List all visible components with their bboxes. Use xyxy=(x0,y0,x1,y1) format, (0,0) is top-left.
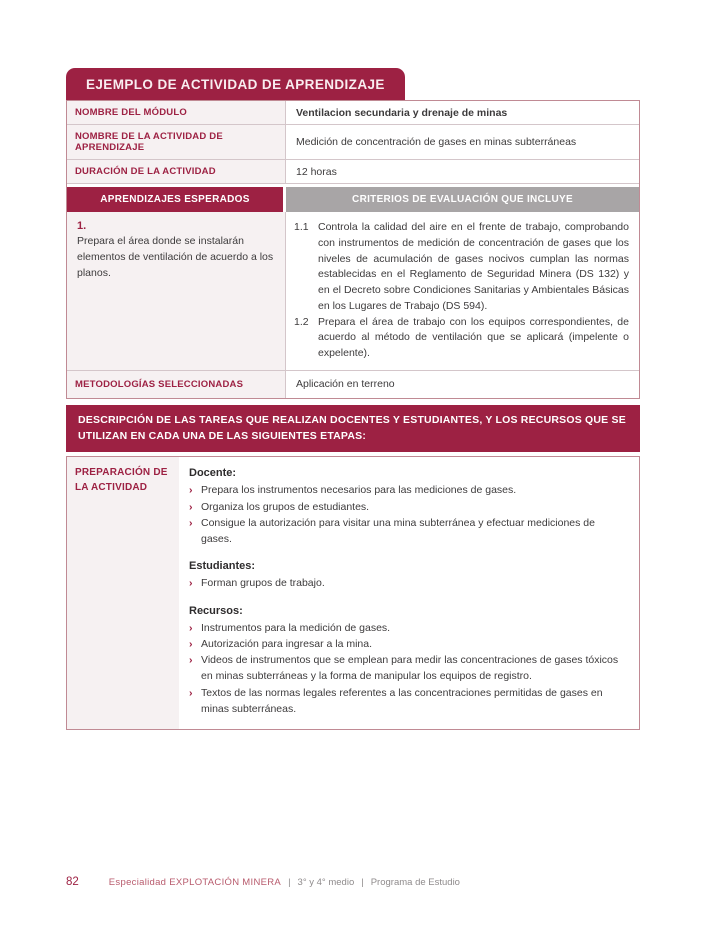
list-item-text: Textos de las normas legales referentes a las concentraciones permitidas de gases en minas subterráneas. xyxy=(201,686,603,715)
list-item-text: Videos de instrumentos que se emplean para medir las concentraciones de gases tóxicos en minas subterráneas y la forma de manipular los equipos de registro. xyxy=(201,654,619,683)
row-value-duracion: 12 horas xyxy=(286,160,639,183)
list-item xyxy=(189,652,623,685)
chevron-bullet-icon: › xyxy=(189,621,193,634)
aprendizaje-text: Prepara el área donde se instalarán elementos de ventilación de acuerdo a los planos. xyxy=(77,235,274,279)
etapa-label: PREPARACIÓN DE LA ACTIVIDAD xyxy=(67,457,179,729)
list-item-text: Autorización para ingresar a la mina. xyxy=(201,637,373,650)
bullet-list xyxy=(189,482,623,547)
footer-separator: | xyxy=(288,877,291,888)
chevron-bullet-icon: › xyxy=(189,500,193,513)
list-item-text: Instrumentos para la medición de gases. xyxy=(201,621,391,634)
list-item-text: Forman grupos de trabajo. xyxy=(201,577,325,590)
table-row xyxy=(67,101,639,125)
row-label-duracion: DURACIÓN DE LA ACTIVIDAD xyxy=(67,160,286,183)
criterios-cell xyxy=(286,212,639,370)
footer-program: Programa de Estudio xyxy=(370,877,460,888)
criterio-text: Controla la calidad del aire en el frente de trabajo, comprobando con instrumentos de medición de concentración de gases que los niveles de acumulación de gases nocivos cumplan las normas establecidas en el Reglamento de Seguridad Minera (DS 132) y en el Decreto sobre Condiciones Sanitarias y Ambientales Básicas en los Lugares de Trabajo (DS 594). xyxy=(318,221,629,312)
section-heading: Recursos: xyxy=(189,604,243,617)
aprendizaje-number: 1. xyxy=(77,220,87,232)
aprendizaje-cell xyxy=(67,212,286,370)
row-label-actividad: NOMBRE DE LA ACTIVIDAD DE APRENDIZAJE xyxy=(67,125,286,159)
footer-grade: 3° y 4° medio xyxy=(297,877,355,888)
list-item-text: Consigue la autorización para visitar una mina subterránea y efectuar mediciones de gases. xyxy=(201,516,595,546)
criterio-number: 1.1 xyxy=(294,221,309,233)
section-heading: Docente: xyxy=(189,467,237,480)
bullet-list xyxy=(189,620,623,718)
section-docente xyxy=(189,467,623,547)
list-item xyxy=(189,499,623,515)
etapa-content xyxy=(179,457,639,729)
list-item xyxy=(189,515,623,548)
list-item-text: Prepara los instrumentos necesarios para las mediciones de gases. xyxy=(201,484,517,497)
list-item xyxy=(189,575,623,591)
footer-separator: | xyxy=(361,877,364,888)
criterio-number: 1.2 xyxy=(294,315,309,328)
page-title: EJEMPLO DE ACTIVIDAD DE APRENDIZAJE xyxy=(66,68,405,100)
row-value-actividad: Medición de concentración de gases en minas subterráneas xyxy=(286,125,639,159)
list-item xyxy=(189,482,623,498)
section-heading: Estudiantes: xyxy=(189,560,256,573)
criterio-item xyxy=(294,220,629,315)
footer-specialty: Especialidad EXPLOTACIÓN MINERA xyxy=(108,877,282,888)
table-row xyxy=(67,125,639,160)
document-page xyxy=(66,68,640,730)
header-criterios: CRITERIOS DE EVALUACIÓN QUE INCLUYE xyxy=(286,187,639,212)
list-item xyxy=(189,636,623,652)
section-recursos xyxy=(189,605,623,718)
criterio-item xyxy=(294,315,629,362)
list-item xyxy=(189,620,623,636)
metodologias-value: Aplicación en terreno xyxy=(286,371,639,398)
metodologias-row xyxy=(67,371,639,398)
chevron-bullet-icon: › xyxy=(189,686,193,699)
preparacion-box xyxy=(66,456,640,730)
column-headers-row xyxy=(67,184,639,212)
table-row xyxy=(67,160,639,184)
metodologias-label: METODOLOGÍAS SELECCIONADAS xyxy=(67,371,286,398)
page-footer xyxy=(66,876,460,888)
description-banner: DESCRIPCIÓN DE LAS TAREAS QUE REALIZAN DOCENTES Y ESTUDIANTES, Y LOS RECURSOS QUE SE UTILIZAN EN CADA UNA DE LAS SIGUIENTES ETAPAS: xyxy=(66,405,640,453)
header-aprendizajes: APRENDIZAJES ESPERADOS xyxy=(67,187,286,212)
chevron-bullet-icon: › xyxy=(189,577,193,590)
chevron-bullet-icon: › xyxy=(189,484,193,497)
aprendizaje-criterios-row xyxy=(67,212,639,371)
row-value-modulo: Ventilacion secundaria y drenaje de minas xyxy=(286,101,639,124)
list-item xyxy=(189,685,623,718)
chevron-bullet-icon: › xyxy=(189,654,193,667)
list-item-text: Organiza los grupos de estudiantes. xyxy=(201,500,370,513)
section-estudiantes xyxy=(189,560,623,591)
activity-info-table xyxy=(66,100,640,399)
chevron-bullet-icon: › xyxy=(189,516,193,529)
bullet-list xyxy=(189,575,623,591)
page-number: 82 xyxy=(66,876,79,888)
chevron-bullet-icon: › xyxy=(189,637,193,650)
criterio-text: Prepara el área de trabajo con los equipos correspondientes, de acuerdo al método de ventilación que se aplicará (impelente o expelente). xyxy=(318,315,629,359)
row-label-modulo: NOMBRE DEL MÓDULO xyxy=(67,101,286,124)
